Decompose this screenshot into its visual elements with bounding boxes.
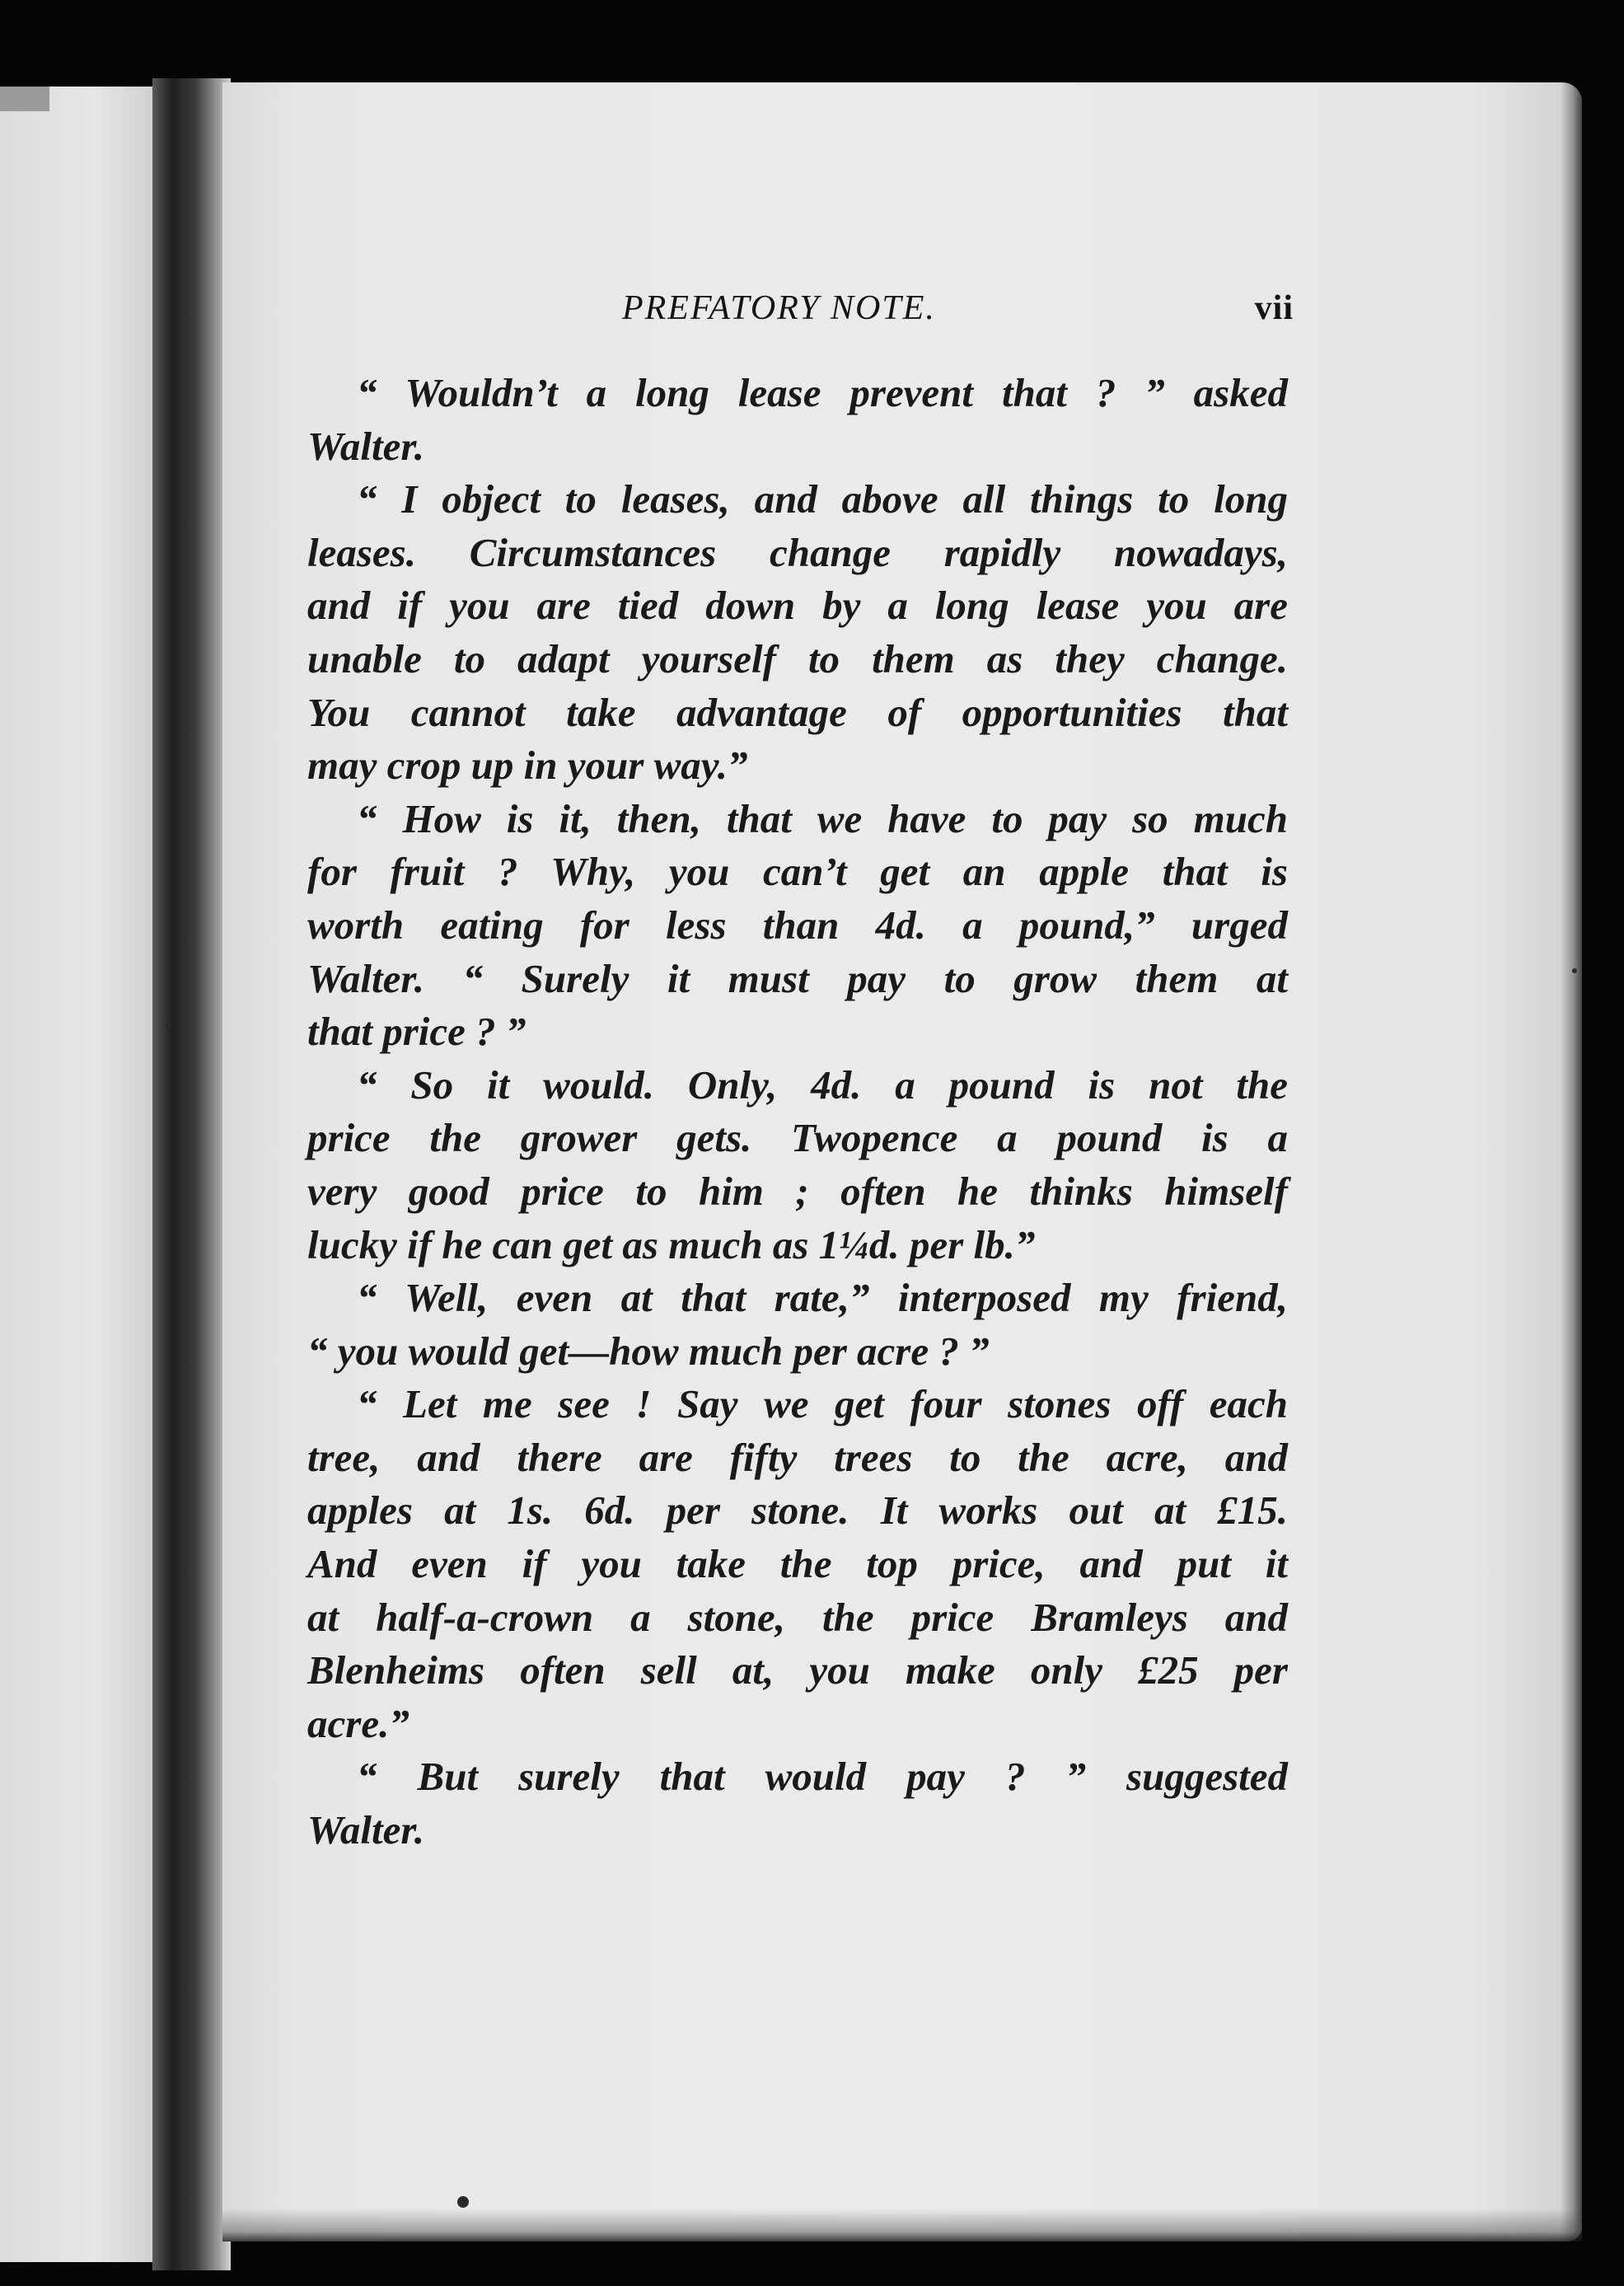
text-line: apples at 1s. 6d. per stone. It works out at £15. xyxy=(307,1487,1288,1534)
text-line: “ Wouldn’t a long lease prevent that ? ” asked xyxy=(357,370,1288,415)
ink-speck xyxy=(457,2196,469,2208)
ink-speck xyxy=(166,1022,171,1027)
text-line: and if you are tied down by a long lease you are xyxy=(307,583,1288,629)
text-line: “ But surely that would pay ? ” suggested xyxy=(357,1754,1288,1800)
text-line: Blenheims often sell at, you make only £25 per xyxy=(307,1647,1288,1693)
text-line: that price ? ” xyxy=(307,1009,527,1055)
text-line: “ Let me see ! Say we get four stones off each xyxy=(357,1381,1288,1427)
text-line: You cannot take advantage of opportunities that xyxy=(307,689,1288,735)
text-line: lucky if he can get as much as 1¼d. per lb.” xyxy=(307,1221,1036,1267)
ink-speck xyxy=(1572,968,1577,973)
text-line: unable to adapt yourself to them as they change. xyxy=(307,635,1288,682)
body-text xyxy=(307,367,1288,1857)
text-line: “ I object to leases, and above all things to long xyxy=(357,476,1288,522)
page-number: vii xyxy=(1254,289,1294,327)
page-bottom-edge xyxy=(222,2209,1582,2241)
text-line: acre.” xyxy=(307,1700,410,1746)
text-line: Walter. xyxy=(307,423,425,469)
text-line: “ you would get—how much per acre ? ” xyxy=(307,1328,990,1374)
facing-page-corner xyxy=(0,87,49,111)
running-title: PREFATORY NOTE. xyxy=(622,289,936,327)
book-gutter xyxy=(152,78,231,2270)
text-line: And even if you take the top price, and put it xyxy=(307,1541,1288,1587)
text-line: worth eating for less than 4d. a pound,” urged xyxy=(307,902,1288,948)
text-line: price the grower gets. Twopence a pound is a xyxy=(307,1115,1288,1161)
facing-page-edge xyxy=(0,87,157,2262)
page-right-edge xyxy=(1561,82,1582,2241)
text-line: “ How is it, then, that we have to pay so much xyxy=(357,795,1288,841)
running-head xyxy=(321,288,1294,346)
text-line: very good price to him ; often he thinks himself xyxy=(307,1168,1288,1214)
text-line: Walter. xyxy=(307,1807,425,1853)
text-line: Walter. “ Surely it must pay to grow them at xyxy=(307,955,1288,1001)
text-line: “ So it would. Only, 4d. a pound is not the xyxy=(357,1061,1288,1108)
text-line: “ Well, even at that rate,” interposed my friend, xyxy=(357,1275,1288,1321)
text-line: may crop up in your way.” xyxy=(307,742,748,789)
text-line: at half-a-crown a stone, the price Bramleys and xyxy=(307,1594,1288,1640)
text-line: leases. Circumstances change rapidly nowadays, xyxy=(307,529,1288,575)
text-line: tree, and there are fifty trees to the acre, and xyxy=(307,1434,1288,1480)
text-line: for fruit ? Why, you can’t get an apple that is xyxy=(307,849,1288,895)
